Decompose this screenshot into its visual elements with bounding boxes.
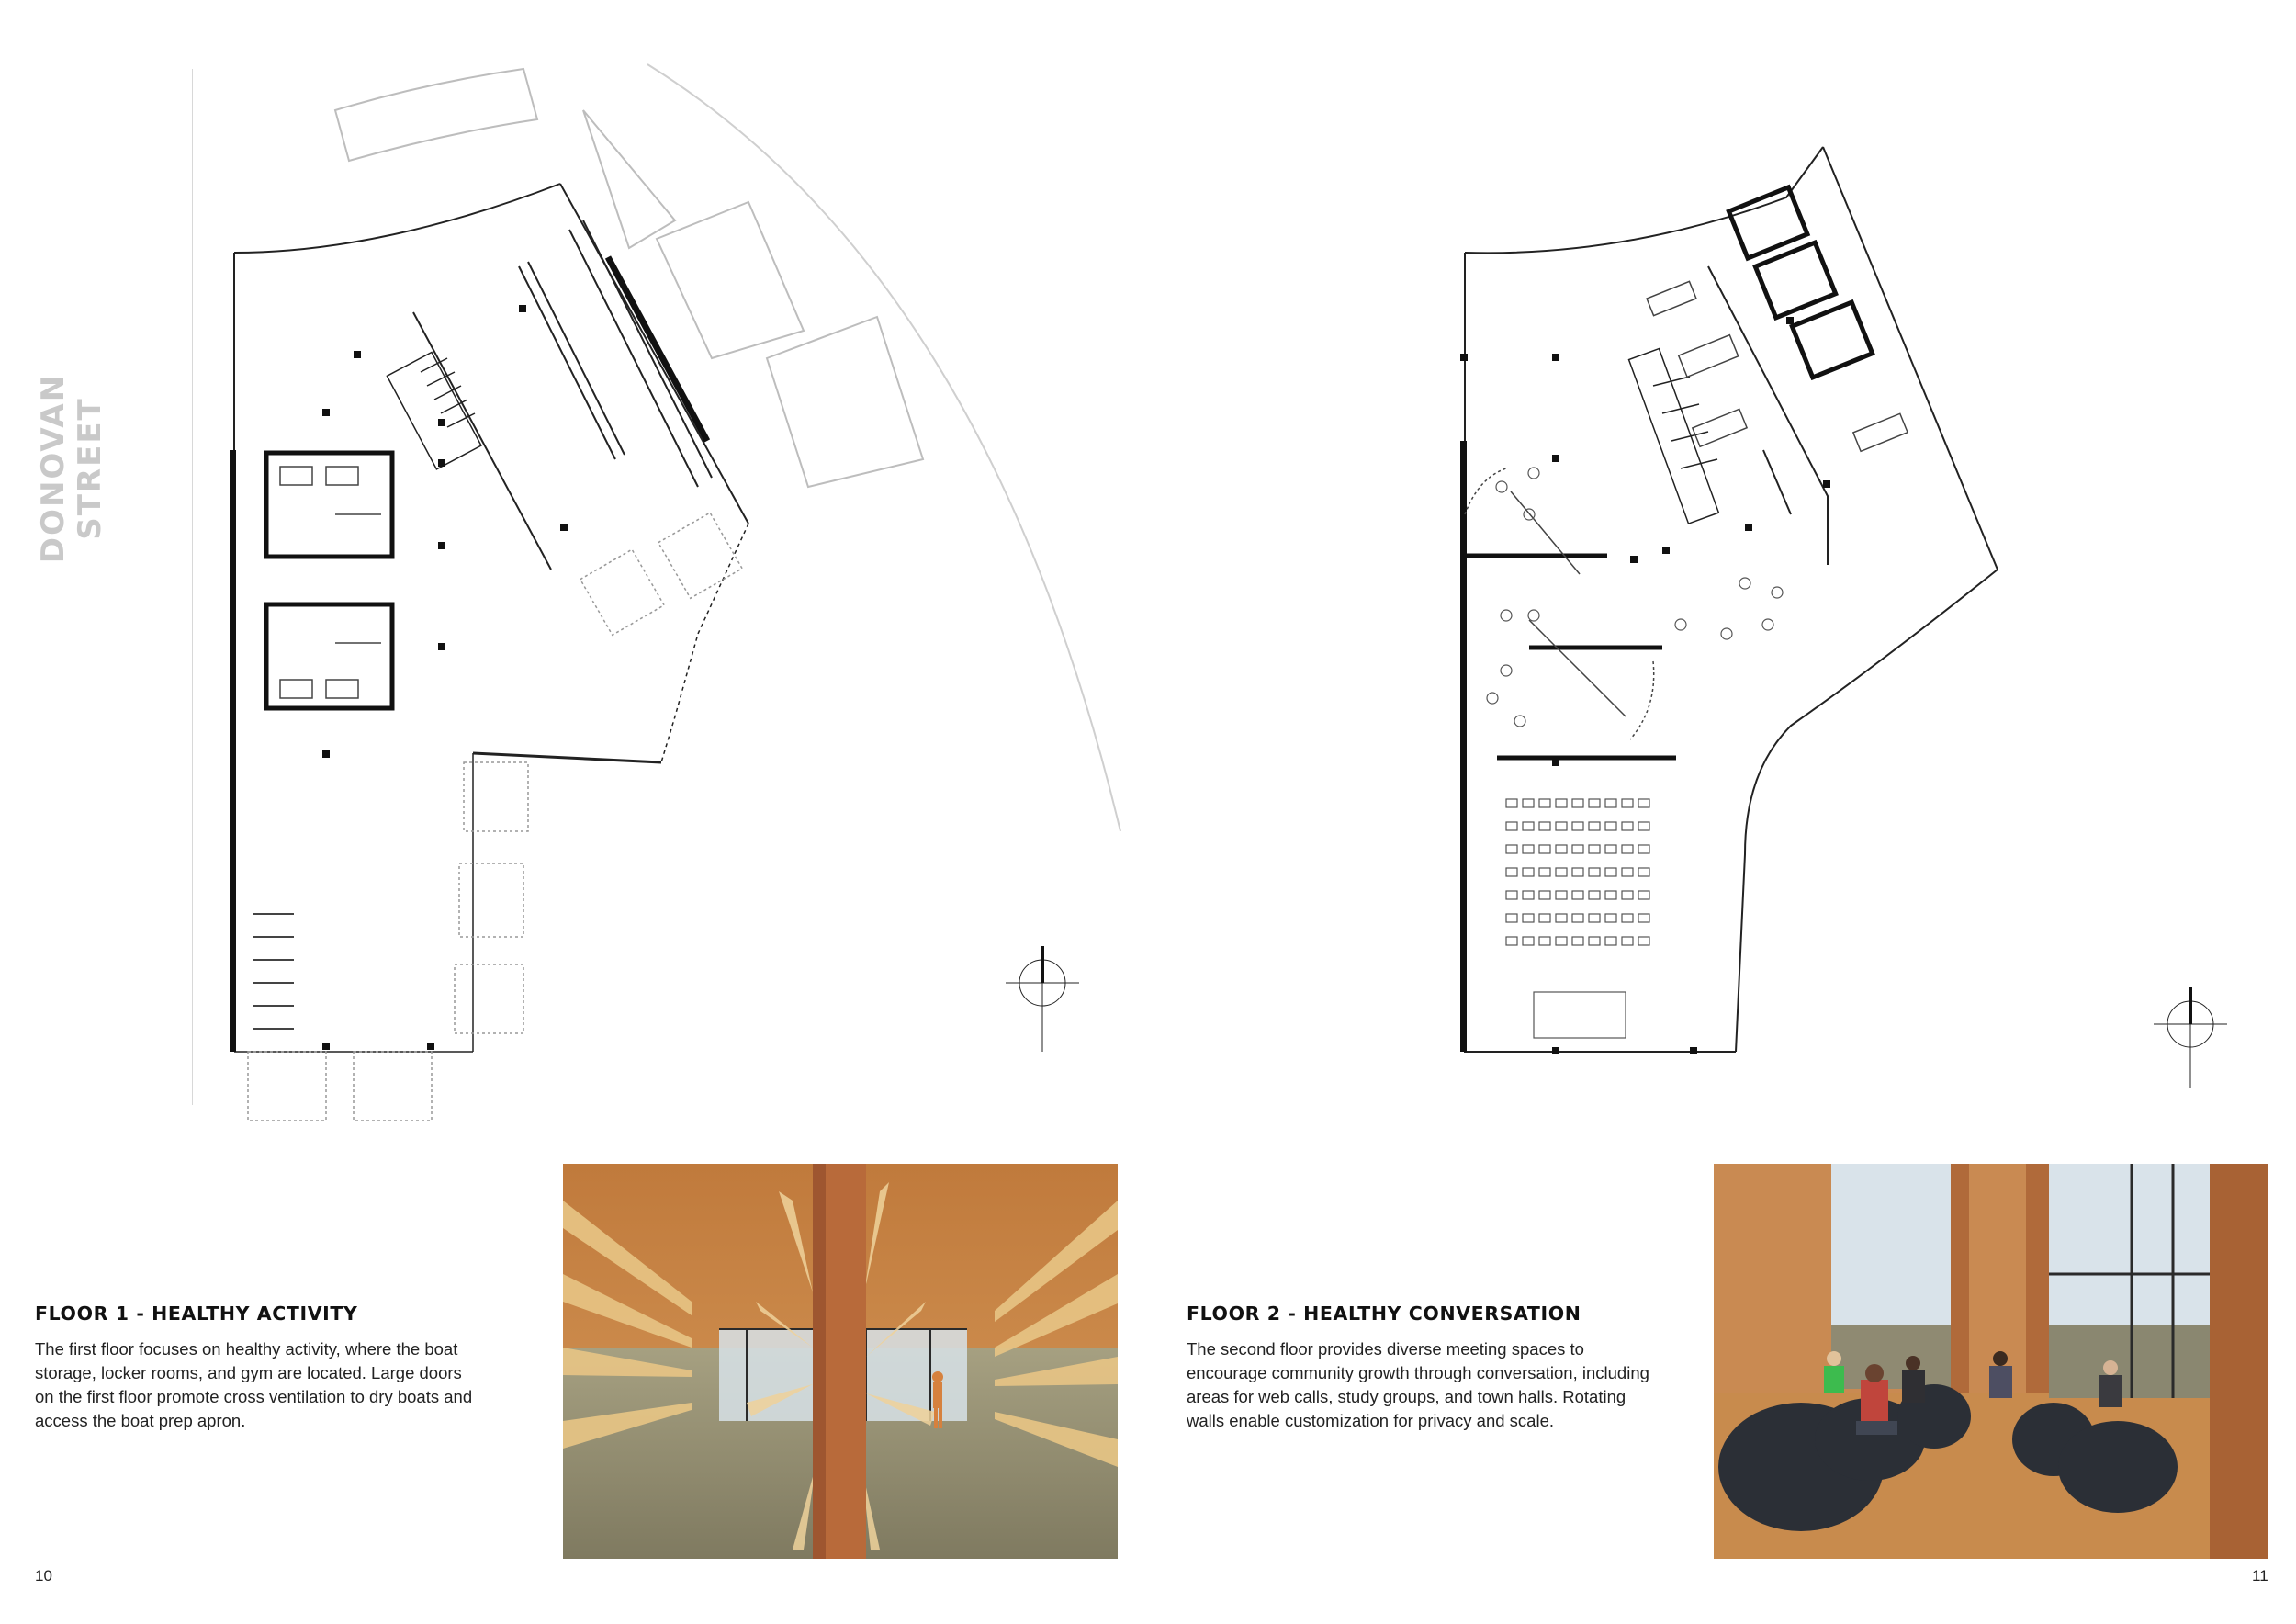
floor-2-interior-render: [1714, 1164, 2268, 1559]
floor-2-description: The second floor provides diverse meeting spaces to encourage community growth through conversation, including areas for web calls, study groups, and town halls. Rotating walls enable customization for privacy and scale.: [1187, 1339, 1649, 1430]
floor-1-heading: FLOOR 1 - HEALTHY ACTIVITY: [35, 1303, 358, 1325]
floor-1-description: The first floor focuses on healthy activity, where the boat storage, locker rooms, and gym are located. Large doors on the first floor promote cross ventilation to dry boats and access the boat prep apron.: [35, 1339, 473, 1430]
street-edge-line: [192, 69, 193, 1105]
page-number-right: 11: [2252, 1567, 2268, 1585]
floor-2-plan: [1442, 129, 2278, 1121]
floor-1-plan: [197, 55, 1134, 1121]
page-number-left: 10: [35, 1567, 52, 1585]
floor-2-heading: FLOOR 2 - HEALTHY CONVERSATION: [1187, 1303, 1581, 1325]
street-label: DONOVAN STREET: [35, 373, 108, 564]
floor-1-interior-render: [563, 1164, 1118, 1559]
